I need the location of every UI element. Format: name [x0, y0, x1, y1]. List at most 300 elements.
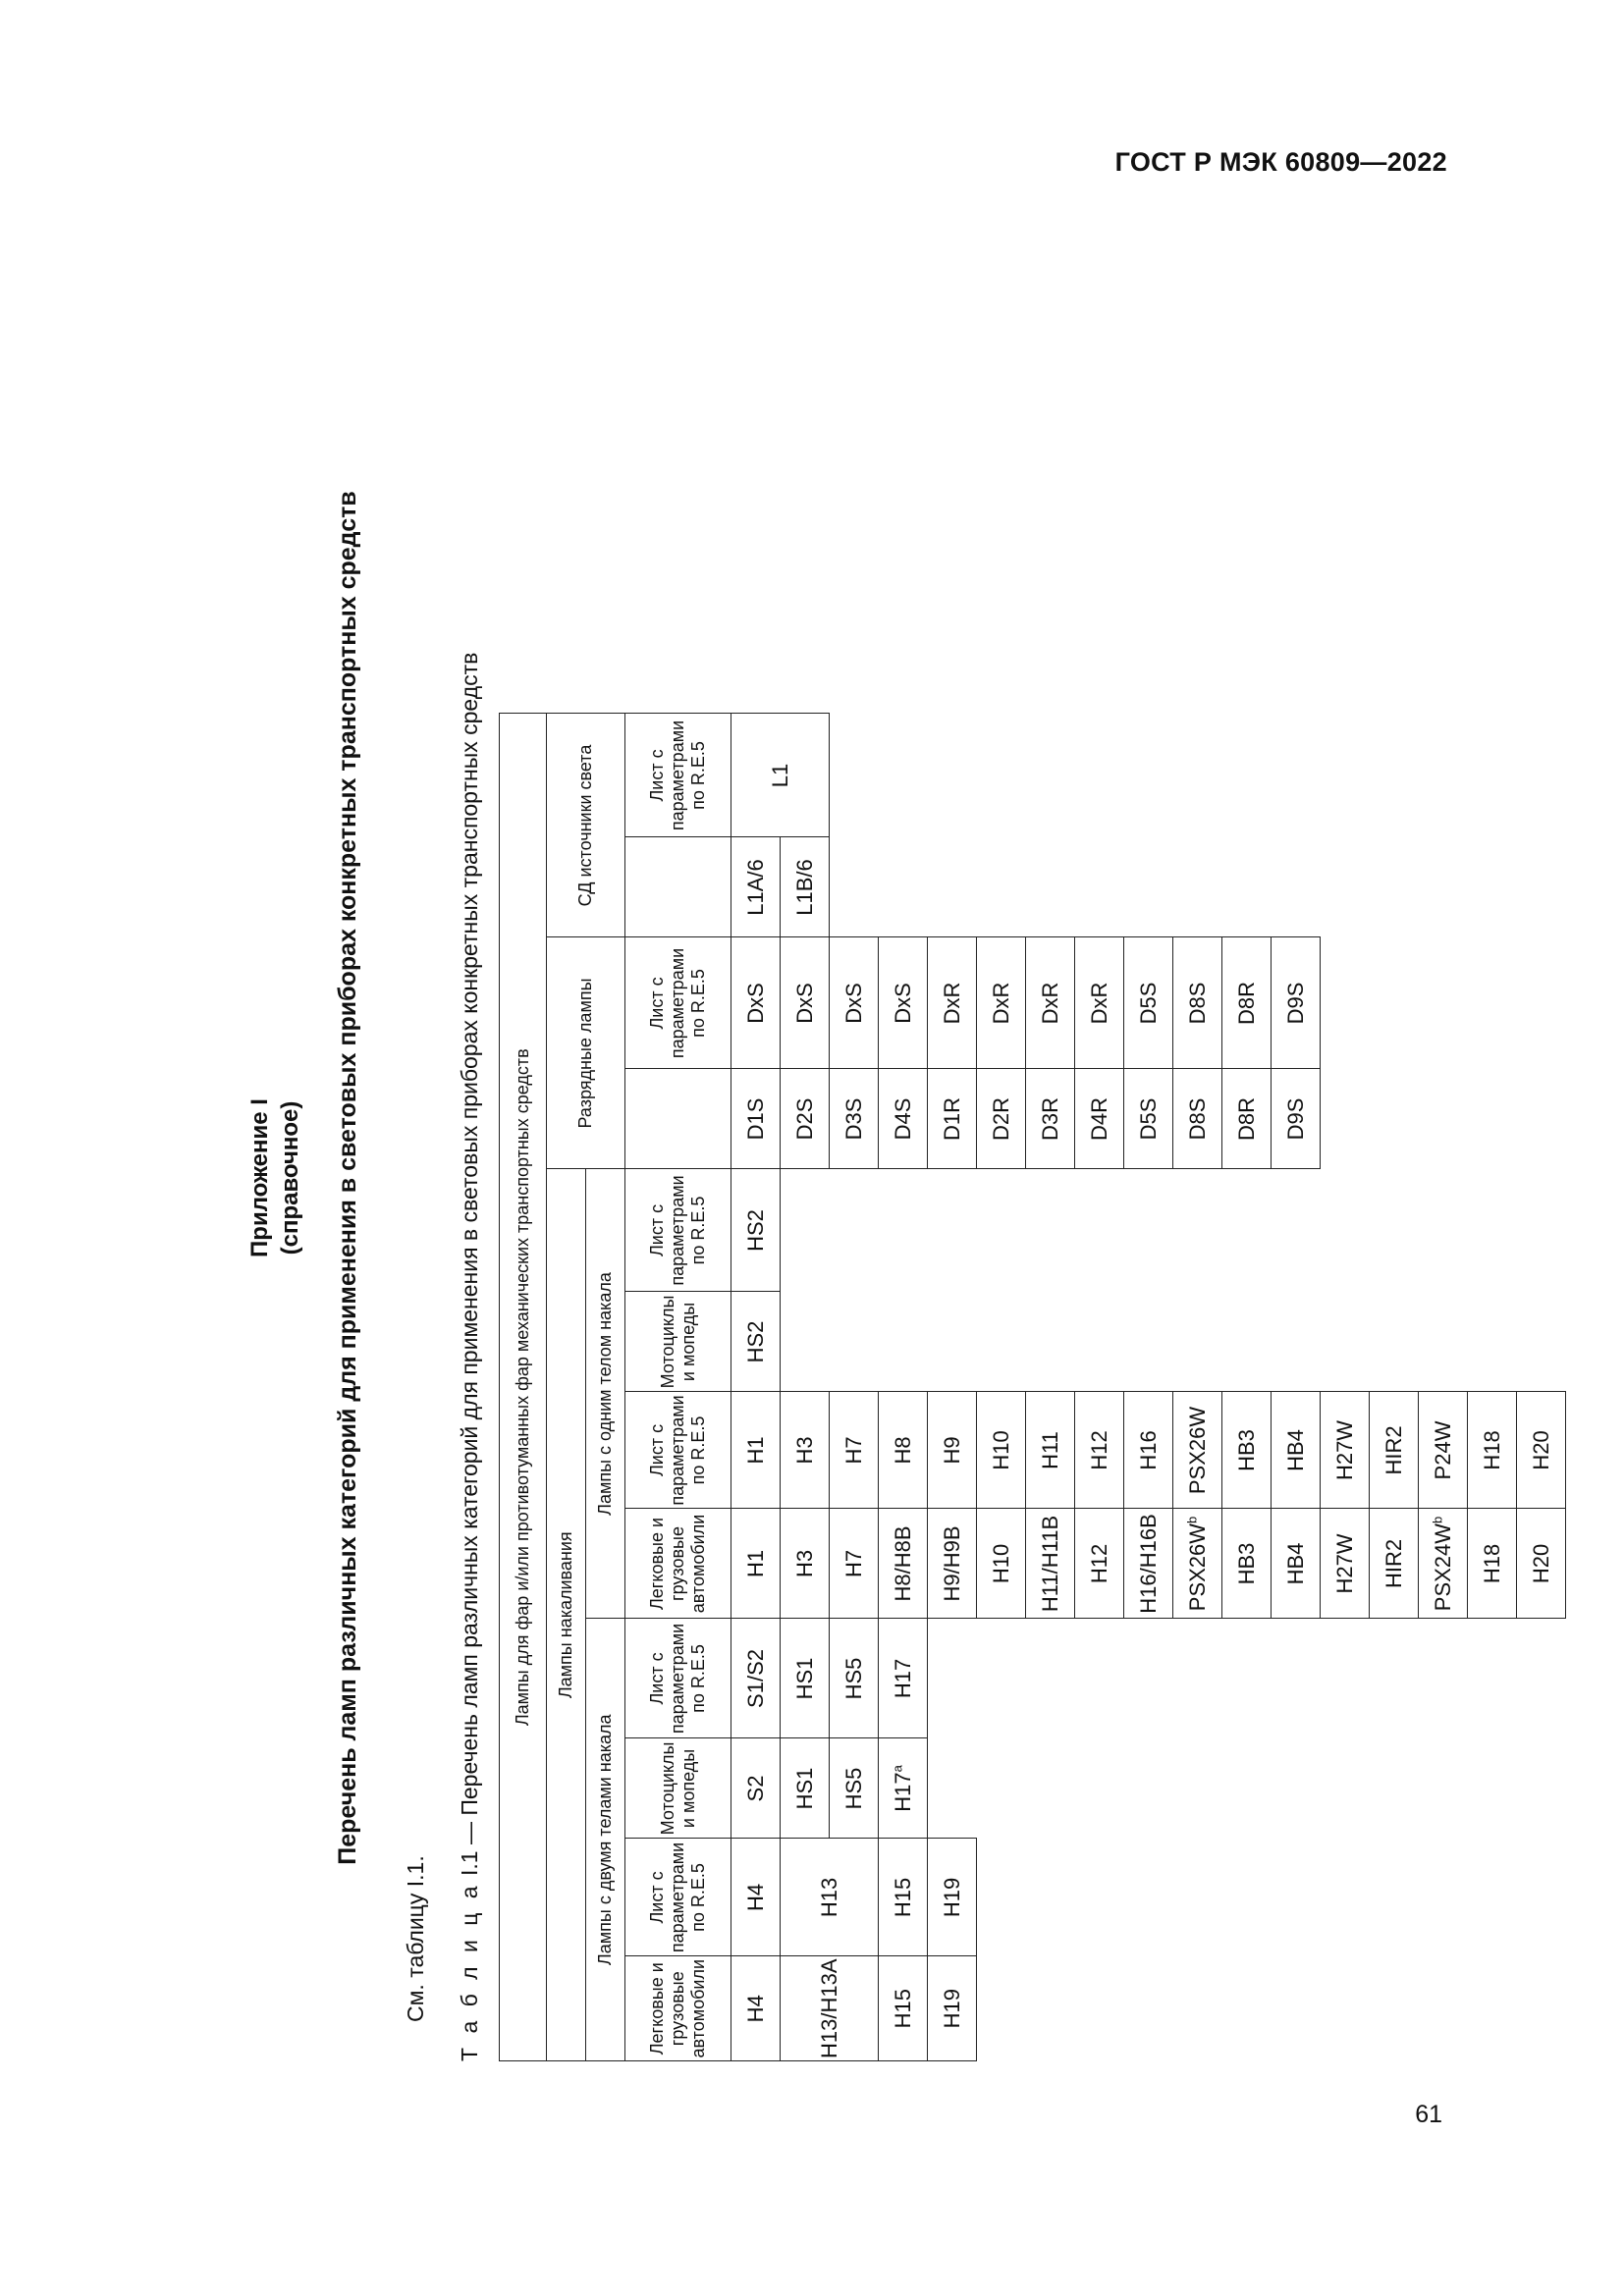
data-cell: [928, 1956, 977, 2061]
blank-cell: [1321, 1839, 1370, 1956]
blank-cell: [1419, 837, 1468, 937]
data-cell-text: H4: [742, 1995, 768, 2023]
data-cell-text: DxR: [1086, 982, 1111, 1025]
blank-cell: [1222, 837, 1272, 937]
blank-cell: [1370, 837, 1419, 937]
blank-cell: [1419, 1169, 1468, 1292]
incandescent-header: [547, 1169, 586, 2061]
blank-cell: [1468, 714, 1517, 837]
blank-cell: [1468, 1956, 1517, 2061]
blank-cell: [1173, 1738, 1222, 1839]
blank-cell: [1517, 1069, 1566, 1169]
data-cell: [928, 1839, 977, 1956]
data-cell-text: DxS: [742, 983, 768, 1024]
blank-cell: [1222, 1956, 1272, 2061]
data-cell-text: HB4: [1282, 1542, 1308, 1585]
data-cell-text: H10: [988, 1543, 1013, 1584]
data-cell: [977, 937, 1026, 1069]
blank-cell: [977, 837, 1026, 937]
document-code: ГОСТ Р МЭК 60809—2022: [1114, 147, 1447, 177]
data-cell: [830, 937, 879, 1069]
data-cell: [1075, 1392, 1124, 1509]
group-header: [500, 714, 547, 2061]
col-sheet-header-text: Лист с параметрами по R.E.5: [647, 1842, 708, 1953]
data-cell-text: H3: [791, 1436, 817, 1465]
blank-cell: [1419, 937, 1468, 1069]
blank-cell: [830, 1169, 879, 1292]
data-cell: [781, 1956, 879, 2061]
blank-cell: [1026, 714, 1075, 837]
blank-cell: [1124, 1169, 1173, 1292]
group-header-text: Лампы для фар и/или противотуманных фар механических транспортных средств: [513, 1048, 533, 1727]
data-cell: [830, 1069, 879, 1169]
blank-cell: [1321, 837, 1370, 937]
page-number: 61: [1415, 2101, 1442, 2128]
data-cell-text: HS5: [840, 1767, 866, 1810]
one-filament-header: [586, 1169, 625, 1619]
blank-cell: [1075, 1738, 1124, 1839]
data-cell-text: HS1: [791, 1657, 817, 1700]
blank-cell: [1272, 1956, 1321, 2061]
col-moto-header: [625, 1292, 731, 1392]
data-cell: [731, 1169, 781, 1292]
footnote-mark: a: [890, 1765, 905, 1773]
blank-cell: [1517, 1169, 1566, 1292]
incandescent-header-text: Лампы накаливания: [556, 1531, 576, 1699]
data-cell-text: L1: [767, 763, 792, 788]
data-cell-text: D8S: [1184, 1097, 1210, 1141]
blank-cell: [1370, 937, 1419, 1069]
blank-cell: [1370, 714, 1419, 837]
blank-cell: [1370, 1956, 1419, 2061]
blank-cell: [1517, 1839, 1566, 1956]
data-cell: [731, 837, 781, 937]
data-cell: [781, 1509, 830, 1619]
blank-cell: [977, 1839, 1026, 1956]
data-cell: [879, 1839, 928, 1956]
blank-cell: [928, 837, 977, 937]
data-cell-text: H8: [890, 1436, 915, 1465]
data-cell-text: D3R: [1037, 1096, 1062, 1141]
blank-cell: [1026, 837, 1075, 937]
data-cell: [1124, 937, 1173, 1069]
data-cell-text: P24W: [1430, 1420, 1455, 1480]
data-cell: [879, 1069, 928, 1169]
blank-cell: [1222, 1619, 1272, 1738]
blank-cell: [928, 714, 977, 837]
blank-cell: [1419, 714, 1468, 837]
blank-cell: [1517, 1619, 1566, 1738]
blank-cell: [1468, 1619, 1517, 1738]
data-cell: [781, 1738, 830, 1839]
col-cars-header: [625, 1509, 731, 1619]
data-cell: [731, 1619, 781, 1738]
data-cell: [1075, 1509, 1124, 1619]
data-cell-text: H13/H13A: [816, 1958, 841, 2058]
data-cell: [731, 1738, 781, 1839]
data-cell: [1321, 1392, 1370, 1509]
col-sheet-header-text: Лист с параметрами по R.E.5: [647, 947, 708, 1059]
caption-text: — Перечень ламп различных категорий для применения в световых приборах конкретных транспортных средств: [457, 652, 482, 1851]
data-cell-text: H1: [742, 1436, 768, 1465]
blank-cell: [1272, 1619, 1321, 1738]
data-cell: [1517, 1509, 1566, 1619]
data-cell-text: H17: [890, 1658, 915, 1699]
data-cell-text: H20: [1528, 1430, 1553, 1470]
data-cell-text: H15: [890, 1989, 915, 2029]
blank-cell: [1222, 1169, 1272, 1292]
col-moto-header-text: Мотоциклы и мопеды: [657, 1295, 698, 1389]
data-cell: [1272, 1069, 1321, 1169]
data-cell-text: DxS: [791, 983, 817, 1024]
blank-cell: [1468, 937, 1517, 1069]
blank-cell: [977, 1956, 1026, 2061]
data-cell-text: DxR: [939, 982, 964, 1025]
data-cell: [1419, 1509, 1468, 1619]
blank-cell: [1517, 1292, 1566, 1392]
blank-cell: [1370, 1292, 1419, 1392]
caption-number: I.1: [457, 1850, 482, 1877]
data-cell: [830, 1392, 879, 1509]
blank-cell: [1173, 714, 1222, 837]
data-cell-text: H27W: [1331, 1533, 1357, 1594]
blank-cell: [1419, 1738, 1468, 1839]
col-sheet-header: [625, 937, 731, 1069]
data-cell: [731, 1069, 781, 1169]
blank-cell: [1370, 1069, 1419, 1169]
data-cell-text: S2: [742, 1775, 768, 1802]
data-cell-text: H9: [939, 1436, 964, 1465]
data-cell: [731, 1839, 781, 1956]
blank-cell: [1272, 714, 1321, 837]
blank-cell: [1124, 837, 1173, 937]
blank-cell: [977, 1292, 1026, 1392]
data-cell: [781, 837, 830, 937]
data-cell-text: H16: [1135, 1430, 1161, 1470]
data-cell: [1075, 1069, 1124, 1169]
data-cell-text: L1A/6: [742, 859, 768, 916]
col-sheet-header-text: Лист с параметрами по R.E.5: [647, 1623, 708, 1735]
blank-cell: [879, 1292, 928, 1392]
blank-cell: [1173, 1839, 1222, 1956]
data-cell-text: HS2: [742, 1209, 768, 1252]
data-cell-text: S1/S2: [742, 1649, 768, 1708]
data-cell: [830, 1619, 879, 1738]
data-cell: [731, 937, 781, 1069]
data-cell: [731, 714, 830, 837]
data-cell-text: HIR2: [1380, 1538, 1406, 1589]
data-cell-text: HS5: [840, 1657, 866, 1700]
data-cell: [1419, 1392, 1468, 1509]
data-cell-text: PSX26W: [1184, 1522, 1210, 1612]
col-moto-header-text: Мотоциклы и мопеды: [657, 1741, 698, 1836]
blank-cell: [879, 1169, 928, 1292]
empty-header-cell: [625, 837, 731, 937]
blank-cell: [1173, 837, 1222, 937]
blank-cell: [1321, 1956, 1370, 2061]
blank-cell: [1272, 1738, 1321, 1839]
data-cell: [879, 1619, 928, 1738]
data-cell-text: H18: [1479, 1543, 1504, 1584]
blank-cell: [1173, 1619, 1222, 1738]
data-cell-text: H27W: [1331, 1419, 1357, 1481]
data-cell: [1026, 1509, 1075, 1619]
data-cell-text: HB3: [1233, 1429, 1259, 1471]
col-sheet-header: [625, 1619, 731, 1738]
blank-cell: [1124, 1956, 1173, 2061]
blank-cell: [1075, 714, 1124, 837]
col-cars-header-text: Легковые и грузовые автомобили: [647, 1514, 708, 1614]
discharge-header: [547, 937, 625, 1169]
blank-cell: [1321, 1069, 1370, 1169]
blank-cell: [1517, 837, 1566, 937]
blank-cell: [830, 1292, 879, 1392]
led-header: [547, 714, 625, 937]
blank-cell: [1173, 1956, 1222, 2061]
data-cell: [977, 1392, 1026, 1509]
data-cell: [1026, 937, 1075, 1069]
data-cell: [781, 937, 830, 1069]
blank-cell: [1222, 1839, 1272, 1956]
data-cell: [1370, 1509, 1419, 1619]
blank-cell: [977, 1169, 1026, 1292]
col-sheet-header: [625, 1392, 731, 1509]
data-cell: [928, 937, 977, 1069]
blank-cell: [1124, 1738, 1173, 1839]
blank-cell: [1124, 714, 1173, 837]
data-cell: [1075, 937, 1124, 1069]
two-filaments-header-text: Лампы с двумя телами накала: [595, 1714, 616, 1966]
data-cell-text: L1B/6: [791, 859, 817, 916]
led-header-text: СД источники света: [575, 744, 596, 907]
blank-cell: [1075, 1619, 1124, 1738]
data-cell-text: H16/H16B: [1135, 1514, 1161, 1614]
data-cell: [879, 937, 928, 1069]
data-cell-text: D2S: [791, 1097, 817, 1141]
see-table-note: См. таблицу I.1.: [403, 1855, 428, 2022]
col-sheet-header: [625, 714, 731, 837]
data-cell: [1222, 937, 1272, 1069]
blank-cell: [1321, 1619, 1370, 1738]
blank-cell: [1321, 1292, 1370, 1392]
two-filaments-header: [586, 1619, 625, 2061]
data-cell: [1173, 1392, 1222, 1509]
blank-cell: [879, 837, 928, 937]
blank-cell: [1517, 1738, 1566, 1839]
data-cell: [731, 1509, 781, 1619]
data-cell: [928, 1392, 977, 1509]
blank-cell: [1517, 1956, 1566, 2061]
blank-cell: [1272, 1292, 1321, 1392]
data-cell: [977, 1509, 1026, 1619]
blank-cell: [1321, 1169, 1370, 1292]
data-cell: [928, 1069, 977, 1169]
blank-cell: [1468, 1839, 1517, 1956]
data-cell-text: D4R: [1086, 1096, 1111, 1141]
data-cell: [879, 1509, 928, 1619]
data-cell: [731, 1392, 781, 1509]
data-cell: [1124, 1509, 1173, 1619]
discharge-header-text: Разрядные лампы: [575, 978, 596, 1129]
data-cell: [1124, 1392, 1173, 1509]
col-moto-header: [625, 1738, 731, 1839]
data-cell-text: H10: [988, 1430, 1013, 1470]
blank-cell: [1468, 1292, 1517, 1392]
data-cell: [977, 1069, 1026, 1169]
blank-cell: [1321, 937, 1370, 1069]
data-cell: [1222, 1509, 1272, 1619]
data-cell-text: HS2: [742, 1320, 768, 1363]
data-cell-text: H9/H9B: [939, 1525, 964, 1602]
data-cell-text: H7: [840, 1549, 866, 1578]
data-cell: [1173, 1509, 1222, 1619]
data-cell: [1124, 1069, 1173, 1169]
blank-cell: [781, 1169, 830, 1292]
data-cell-text: D1S: [742, 1097, 768, 1141]
col-sheet-header-text: Лист с параметрами по R.E.5: [647, 1395, 708, 1506]
blank-cell: [1173, 1169, 1222, 1292]
blank-cell: [879, 714, 928, 837]
caption-label: Т а б л и ц а: [457, 1882, 482, 2061]
blank-cell: [1468, 1738, 1517, 1839]
data-cell: [1517, 1392, 1566, 1509]
data-cell-text: H8/H8B: [890, 1525, 915, 1602]
blank-cell: [1026, 1956, 1075, 2061]
data-cell: [731, 1292, 781, 1392]
annex-title: Приложение I: [246, 1098, 273, 1257]
data-cell-text: D8S: [1184, 982, 1210, 1025]
blank-cell: [1026, 1292, 1075, 1392]
blank-cell: [1075, 1956, 1124, 2061]
empty-header-cell: [625, 1069, 731, 1169]
blank-cell: [1419, 1956, 1468, 2061]
lamps-table: [499, 713, 1566, 2061]
col-sheet-header-text: Лист с параметрами по R.E.5: [647, 1175, 708, 1286]
data-cell-text: H12: [1086, 1543, 1111, 1584]
data-cell-text: H11/H11B: [1037, 1515, 1062, 1613]
data-cell: [1222, 1392, 1272, 1509]
data-cell-text: H19: [939, 1989, 964, 2029]
data-cell: [879, 1392, 928, 1509]
data-cell-text: D5S: [1135, 1097, 1161, 1141]
blank-cell: [1026, 1619, 1075, 1738]
blank-cell: [1370, 1619, 1419, 1738]
data-cell-text: H7: [840, 1436, 866, 1465]
blank-cell: [1124, 1839, 1173, 1956]
data-cell: [1272, 937, 1321, 1069]
data-cell: [1173, 937, 1222, 1069]
blank-cell: [928, 1738, 977, 1839]
blank-cell: [1075, 1292, 1124, 1392]
blank-cell: [1370, 1839, 1419, 1956]
data-cell-text: H3: [791, 1549, 817, 1578]
blank-cell: [1517, 937, 1566, 1069]
blank-cell: [1173, 1292, 1222, 1392]
blank-cell: [1222, 714, 1272, 837]
blank-cell: [1124, 1292, 1173, 1392]
data-cell-text: D8R: [1233, 1096, 1259, 1141]
data-cell: [1272, 1392, 1321, 1509]
data-cell-text: DxS: [840, 983, 866, 1024]
data-cell: [1026, 1392, 1075, 1509]
blank-cell: [1272, 1839, 1321, 1956]
blank-cell: [1222, 1292, 1272, 1392]
data-cell-text: H19: [939, 1877, 964, 1918]
data-cell-text: H4: [742, 1883, 768, 1912]
data-cell-text: D8R: [1233, 981, 1259, 1025]
blank-cell: [928, 1169, 977, 1292]
blank-cell: [928, 1619, 977, 1738]
data-cell-text: D2R: [988, 1096, 1013, 1141]
blank-cell: [1026, 1839, 1075, 1956]
blank-cell: [1419, 1292, 1468, 1392]
footnote-mark: b: [1184, 1516, 1200, 1523]
data-cell-text: H18: [1479, 1430, 1504, 1470]
data-cell-text: DxR: [1037, 982, 1062, 1025]
data-cell: [781, 1839, 879, 1956]
blank-cell: [1272, 837, 1321, 937]
data-cell-text: H13: [816, 1877, 841, 1918]
blank-cell: [1321, 714, 1370, 837]
table-caption: [457, 653, 483, 2061]
col-cars-header: [625, 1956, 731, 2061]
data-cell-text: HS1: [791, 1767, 817, 1810]
data-cell: [1222, 1069, 1272, 1169]
data-cell-text: H15: [890, 1877, 915, 1918]
data-cell-text: D4S: [890, 1097, 915, 1141]
blank-cell: [1419, 1069, 1468, 1169]
data-cell: [830, 1509, 879, 1619]
rotated-content: [187, 294, 1553, 2061]
data-cell-text: H11: [1037, 1431, 1062, 1469]
col-sheet-header: [625, 1839, 731, 1956]
blank-cell: [1026, 1738, 1075, 1839]
data-cell: [1468, 1509, 1517, 1619]
data-cell-text: HB4: [1282, 1429, 1308, 1471]
col-sheet-header: [625, 1169, 731, 1292]
blank-cell: [781, 1292, 830, 1392]
data-cell: [731, 1956, 781, 2061]
col-sheet-header-text: Лист с параметрами по R.E.5: [647, 720, 708, 831]
data-cell-text: PSX24W: [1430, 1522, 1455, 1612]
blank-cell: [1075, 837, 1124, 937]
blank-cell: [1468, 1069, 1517, 1169]
col-cars-header-text: Легковые и грузовые автомобили: [647, 1958, 708, 2058]
blank-cell: [1222, 1738, 1272, 1839]
blank-cell: [1419, 1619, 1468, 1738]
blank-cell: [1124, 1619, 1173, 1738]
data-cell-text: HB3: [1233, 1542, 1259, 1585]
blank-cell: [830, 714, 879, 837]
data-cell: [928, 1509, 977, 1619]
blank-cell: [1517, 714, 1566, 837]
data-cell-text: H17: [890, 1772, 915, 1812]
data-cell: [1026, 1069, 1075, 1169]
data-cell: [879, 1956, 928, 2061]
blank-cell: [1075, 1169, 1124, 1292]
data-cell: [781, 1069, 830, 1169]
data-cell: [1370, 1392, 1419, 1509]
one-filament-header-text: Лампы с одним телом накала: [595, 1272, 616, 1516]
data-cell-text: DxS: [890, 983, 915, 1024]
blank-cell: [1272, 1169, 1321, 1292]
blank-cell: [1419, 1839, 1468, 1956]
blank-cell: [1321, 1738, 1370, 1839]
footnote-mark: b: [1430, 1516, 1445, 1523]
data-cell-text: PSX26W: [1184, 1406, 1210, 1495]
blank-cell: [928, 1292, 977, 1392]
data-cell-text: H12: [1086, 1430, 1111, 1470]
